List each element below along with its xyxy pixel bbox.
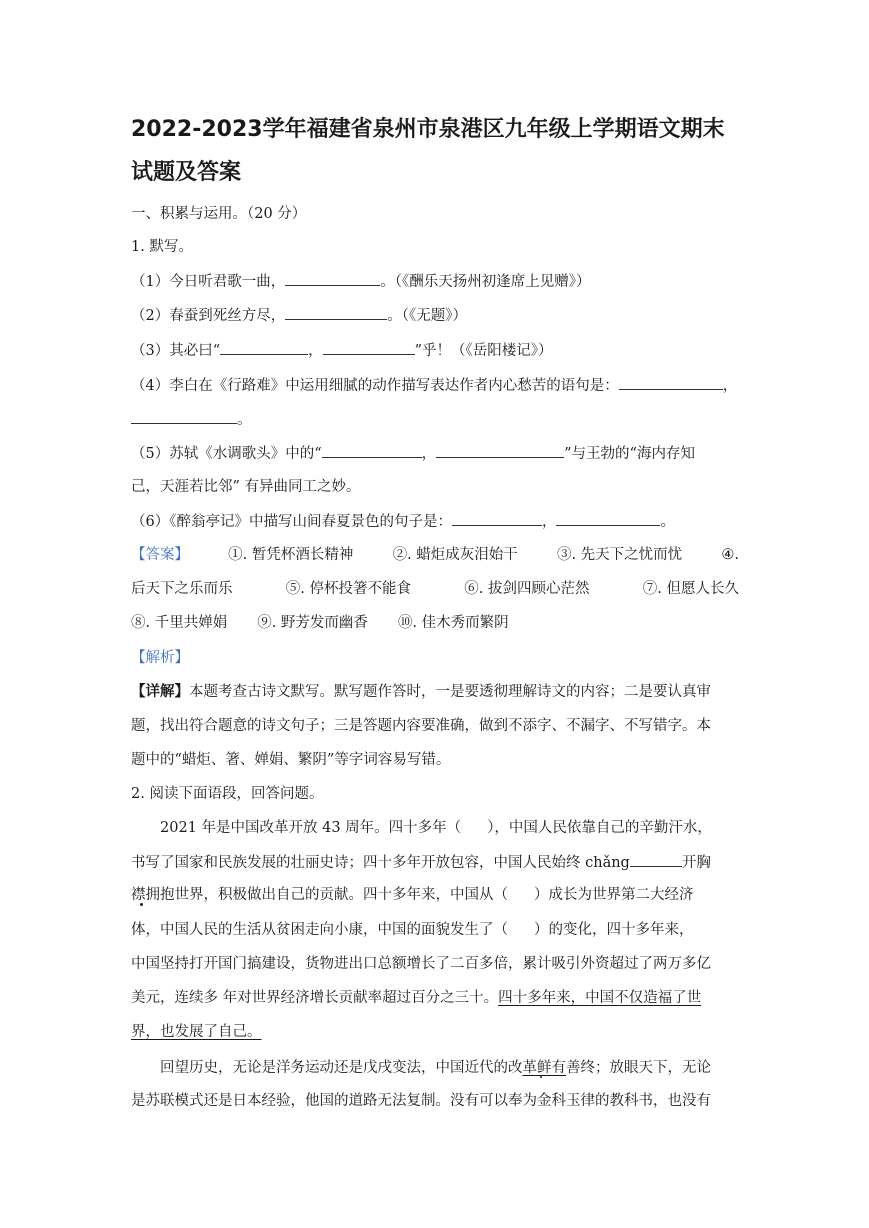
answer-blank xyxy=(619,375,723,390)
answer-blank xyxy=(220,340,308,355)
q1-item-6: （6）《醉翁亭记》中描写山间春夏景色的句子是： ， 。 xyxy=(131,511,739,532)
passage-2-line-2: 是苏联模式还是日本经验，他国的道路无法复制。没有可以奉为金科玉律的教科书，也没有 xyxy=(131,1093,711,1109)
section-heading: 一、积累与运用。（20 分） xyxy=(131,206,307,222)
q1-item-5-cont: 己，天涯若比邻” 有异曲同工之妙。 xyxy=(131,479,361,495)
detail-line-3: 题中的“蜡炬、箸、婵娟、繁阴”等字词容易写错。 xyxy=(131,752,451,768)
answer-blank xyxy=(285,271,380,286)
passage-1-line-1: 2021 年是中国改革开放 43 周年。四十多年（ ），中国人民依靠自己的辛勤汗水， xyxy=(160,820,712,836)
answer-line-2: 后天下之乐而乐 ⑤. 停杯投箸不能食 ⑥. 拔剑四顾心茫然 ⑦. 但愿人长久 xyxy=(131,581,739,597)
passage-2-line-1: 回望历史，无论是洋务运动还是戊戌变法，中国近代的改革鲜有善终；放眼天下，无论 xyxy=(160,1060,711,1076)
answer-blank xyxy=(322,443,422,458)
q1-item-1: （1）今日听君歌一曲， 。（《酬乐天扬州初逢席上见赠》） xyxy=(131,271,739,292)
q1-item-5: （5）苏轼《水调歌头》中的“ ， ”与王勃的“海内存知 xyxy=(131,443,739,464)
emphasis-dot xyxy=(140,903,143,906)
answer-line-3: ⑧. 千里共婵娟 ⑨. 野芳发而幽香 ⑩. 佳木秀而繁阴 xyxy=(131,615,509,631)
underlined-word: 革鲜有 xyxy=(522,1060,566,1076)
q1-item-4: （4）李白在《行路难》中运用细腻的动作描写表达作者内心愁苦的语句是： ， xyxy=(131,375,739,396)
answer-blank xyxy=(436,443,564,458)
detail-line-2: 题，找出符合题意的诗文句子；三是答题内容要准确，做到不添字、不漏字、不写错字。本 xyxy=(131,718,711,734)
passage-1-line-4: 体，中国人民的生活从贫困走向小康，中国的面貌发生了（ ）的变化，四十多年来， xyxy=(131,922,694,938)
answer-label: 【答案】 xyxy=(131,547,189,563)
q1-item-4-cont: 。 xyxy=(131,409,739,430)
passage-1-line-6: 美元，连续多 年对世界经济增长贡献率超过百分之三十。四十多年来，中国不仅造福了世 xyxy=(131,990,702,1006)
answer-blank xyxy=(452,511,542,526)
passage-1-line-7 xyxy=(131,1022,739,1042)
underlined-sentence-end: 界，也发展了自己。 xyxy=(131,1024,262,1040)
emphasis-dot xyxy=(540,1076,542,1078)
underlined-sentence: 四十多年来，中国不仅造福了世 xyxy=(498,990,702,1006)
answer-blank xyxy=(556,511,660,526)
q1-item-2: （2）春蚕到死丝方尽， 。（《无题》） xyxy=(131,305,739,326)
answer-blank xyxy=(630,852,682,867)
document-title-line-1: 2022-2023学年福建省泉州市泉港区九年级上学期语文期末 xyxy=(131,117,725,142)
answer-line-1: 【答案】 ①. 暂凭杯酒长精神 ②. 蜡炬成灰泪始干 ③. 先天下之忧而忧 ④. xyxy=(131,547,739,563)
document-title-line-2: 试题及答案 xyxy=(131,160,242,185)
question-1-heading: 1. 默写。 xyxy=(131,239,193,255)
passage-1-line-5: 中国坚持打开国门搞建设，货物进出口总额增长了二百多倍，累计吸引外资超过了两万多亿 xyxy=(131,956,711,972)
q1-item-3: （3）其必曰“ ， ”乎！（《岳阳楼记》） xyxy=(131,340,739,361)
passage-1-line-3: 襟拥抱世界，积极做出自己的贡献。四十多年来，中国从（ ）成长为世界第二大经济 xyxy=(131,887,694,903)
passage-1-line-2: 书写了国家和民族发展的壮丽史诗；四十多年开放包容，中国人民始终 chǎng 开胸 xyxy=(131,852,739,873)
question-2-heading: 2. 阅读下面语段，回答问题。 xyxy=(131,786,324,802)
analysis-label: 【解析】 xyxy=(131,650,189,666)
detail-label: 【详解】 xyxy=(131,683,189,700)
answer-blank xyxy=(323,340,415,355)
answer-blank xyxy=(131,409,237,424)
answer-blank xyxy=(285,305,387,320)
detail-line-1: 【详解】本题考查古诗文默写。默写题作答时，一是要透彻理解诗文的内容；二是要认真审 xyxy=(131,683,711,700)
